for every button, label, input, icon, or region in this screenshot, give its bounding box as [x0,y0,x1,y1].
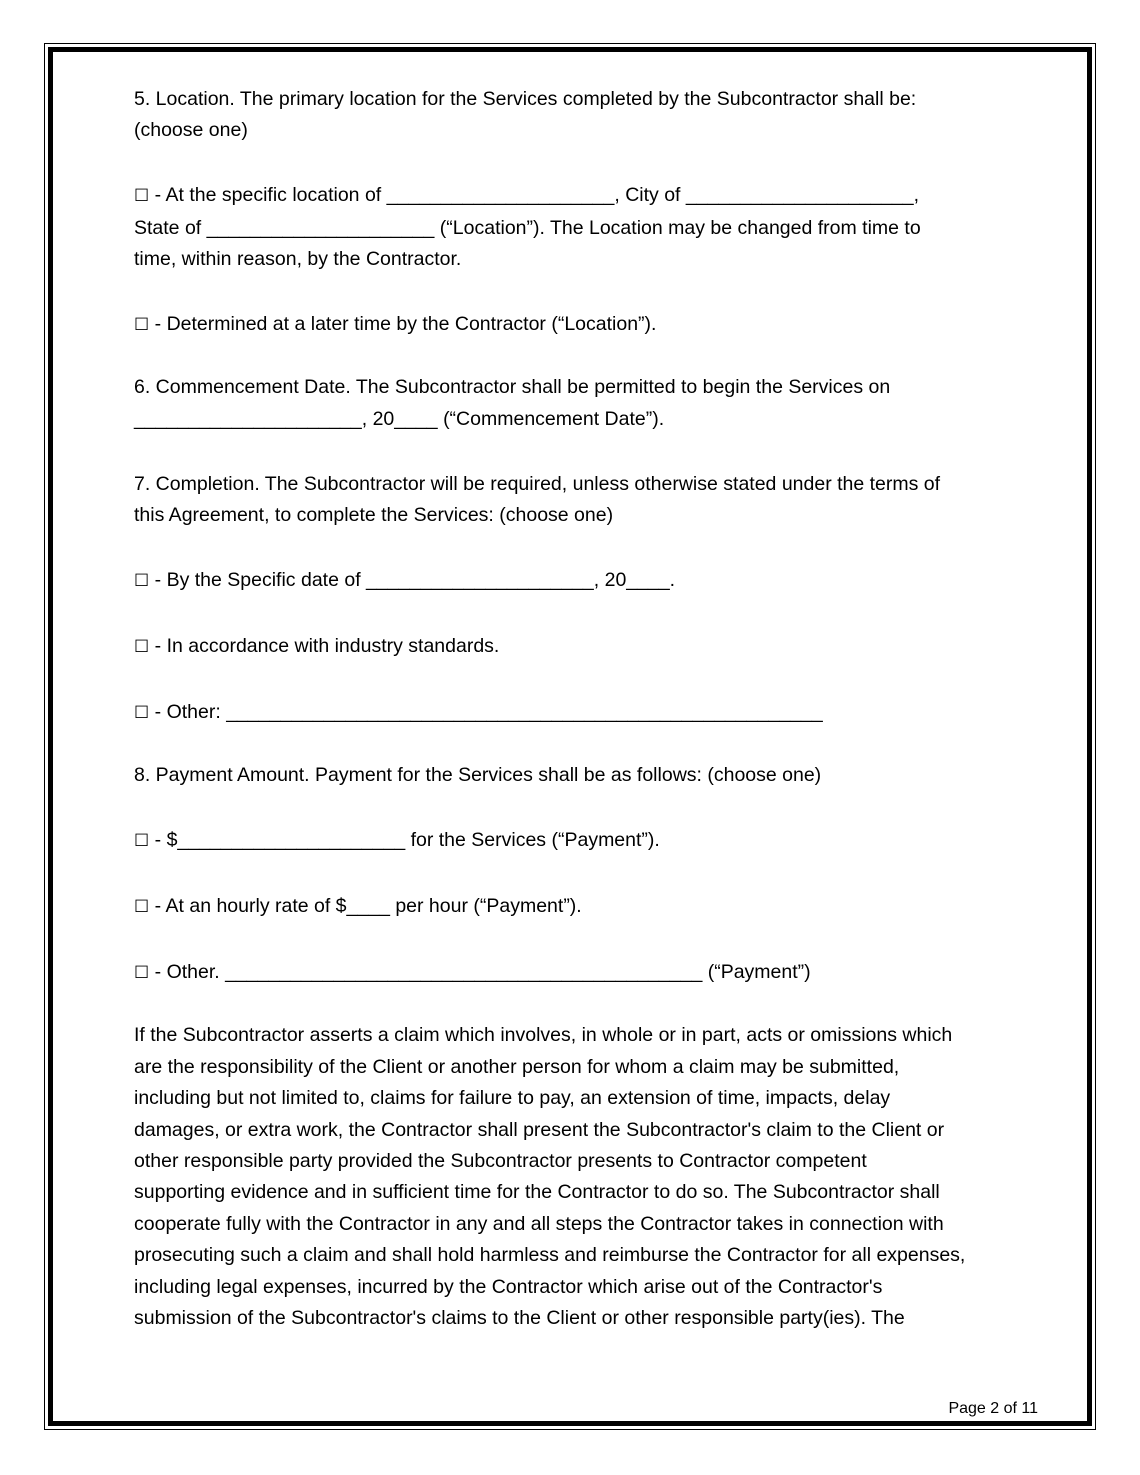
payment-heading: 8. Payment Amount. Payment for the Services shall be as follows: (choose one) [134,764,822,787]
claims-paragraph [134,1020,1014,1334]
paragraph-line: supporting evidence and in sufficient time for the Contractor to do so. The Subcontractor shall [134,1181,940,1204]
checkbox-icon[interactable]: ☐ [134,571,150,592]
checkbox-icon[interactable]: ☐ [134,315,150,336]
payment-option-hourly: ☐ - At an hourly rate of $____ per hour (“Payment”). [134,895,582,918]
page-number: Page 2 of 11 [948,1400,1038,1417]
paragraph-line: are the responsibility of the Client or another person for whom a claim may be submitted, [134,1055,900,1078]
commencement-heading: 6. Commencement Date. The Subcontractor shall be permitted to begin the Services on [134,376,891,399]
location-option-later: ☐ - Determined at a later time by the Contractor (“Location”). [134,313,657,336]
payment-option-other: ☐ - Other. ____________________________________________ (“Payment”) [134,961,811,983]
completion-heading: 7. Completion. The Subcontractor will be required, unless otherwise stated under the terms of [134,472,941,495]
commencement-date-line: _____________________, 20____ (“Commencement Date”). [134,407,665,430]
checkbox-icon[interactable]: ☐ [134,702,150,723]
completion-option-date: ☐ - By the Specific date of _____________________, 20____. [134,569,676,592]
paragraph-line: prosecuting such a claim and shall hold harmless and reimburse the Contractor for all expenses, [134,1244,966,1267]
paragraph-line: including legal expenses, incurred by the Contractor which arise out of the Contractor's [134,1275,883,1298]
checkbox-icon[interactable]: ☐ [134,636,150,657]
completion-option-other: ☐ - Other: _______________________________________________________ [134,700,823,723]
paragraph-line: other responsible party provided the Subcontractor presents to Contractor competent [134,1150,867,1173]
document-body [134,84,1014,1334]
completion-heading-line2: this Agreement, to complete the Services: (choose one) [134,504,614,527]
completion-option-standards: ☐ - In accordance with industry standards. [134,634,500,657]
location-option-specific-line3: time, within reason, by the Contractor. [134,248,462,271]
checkbox-icon[interactable]: ☐ [134,186,150,207]
payment-option-fixed: ☐ - $_____________________ for the Services (“Payment”). [134,829,660,852]
paragraph-line: submission of the Subcontractor's claims to the Client or other responsible party(ies). The [134,1307,905,1330]
checkbox-icon[interactable]: ☐ [134,897,150,918]
location-heading-choose: (choose one) [134,119,248,142]
checkbox-icon[interactable]: ☐ [134,963,150,983]
paragraph-line: If the Subcontractor asserts a claim which involves, in whole or in part, acts or omissions which [134,1024,953,1047]
location-option-specific-line2: State of _____________________ (“Location”). The Location may be changed from time to [134,216,921,239]
location-heading: 5. Location. The primary location for the Services completed by the Subcontractor shall be: [134,88,917,110]
paragraph-line: including but not limited to, claims for failure to pay, an extension of time, impacts, delay [134,1087,891,1110]
location-option-specific: ☐ - At the specific location of _____________________, City of _____________________, [134,184,920,207]
paragraph-line: cooperate fully with the Contractor in any and all steps the Contractor takes in connection with [134,1212,944,1235]
paragraph-line: damages, or extra work, the Contractor shall present the Subcontractor's claim to the Client or [134,1118,945,1141]
checkbox-icon[interactable]: ☐ [134,831,150,852]
